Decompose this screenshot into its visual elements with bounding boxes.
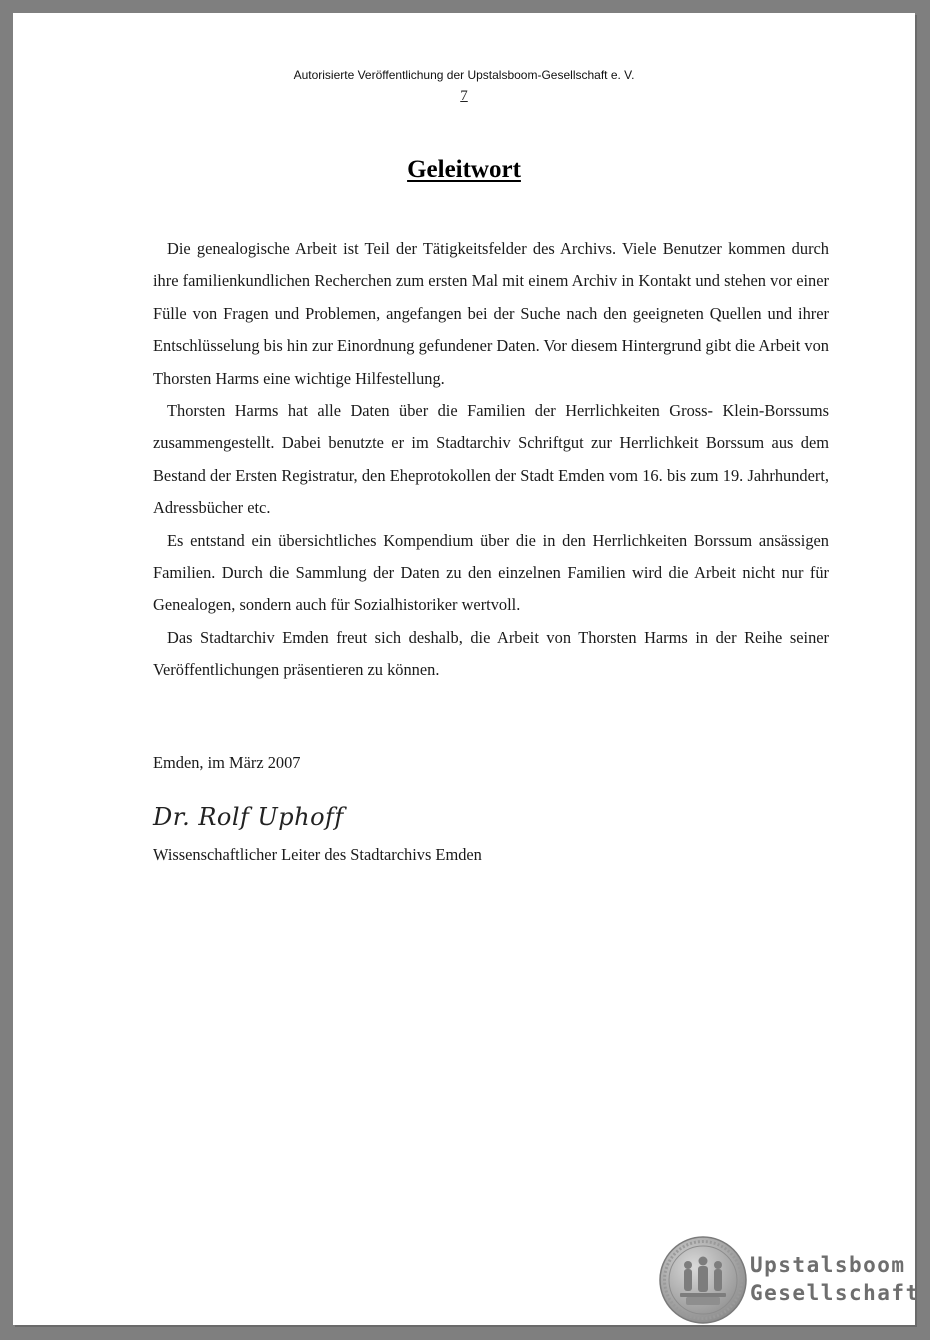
document-page xyxy=(13,13,920,1325)
signer-role: Wissenschaftlicher Leiter des Stadtarchivs Emden xyxy=(153,845,482,864)
publication-note: Autorisierte Veröffentlichung der Upstalsboom-Gesellschaft e. V. xyxy=(293,68,635,82)
society-watermark xyxy=(750,1251,920,1307)
society-name-line2: Gesellschaft xyxy=(750,1281,920,1305)
place-date: Emden, im März 2007 xyxy=(153,753,301,772)
society-seal-icon xyxy=(658,1235,748,1325)
page-number-value: 7 xyxy=(460,88,468,104)
page-title: Geleitwort xyxy=(407,156,521,183)
signature: Dr. Rolf Uphoff xyxy=(153,803,344,831)
paragraph-4: Das Stadtarchiv Emden freut sich deshalb, die Arbeit von Thorsten Harms in der Reihe seiner Veröffentlichungen präsentieren zu können. xyxy=(153,627,829,680)
paragraph-1: Die genealogische Arbeit ist Teil der Tätigkeitsfelder des Archivs. Viele Benutzer kommen durch ihre familienkundlichen Recherchen zum ersten Mal mit einem Archiv in Kontakt und stehen vor einer Fülle von Fragen und Problemen, angefangen bei der Suche nach den geeigneten Quellen und ihrer Entschlüsselung bis hin zur Einordnung gefundener Daten. Vor diesem Hintergrund gibt die Arbeit von Thorsten Harms eine wichtige Hilfestellung. xyxy=(153,239,829,388)
paragraph-2: Thorsten Harms hat alle Daten über die Familien der Herrlichkeiten Gross- Klein-Borssums zusammengestellt. Dabei benutzte er im Stadtarchiv Schriftgut zur Herrlichkeit Borssum aus dem Bestand der Ersten Registratur, den Eheprotokollen der Stadt Emden vom 16. bis zum 19. Jahrhundert, Adressbücher etc. xyxy=(153,401,829,518)
society-name-line1: Upstalsboom xyxy=(750,1253,906,1277)
page-number xyxy=(13,88,915,105)
foreword-body xyxy=(153,233,829,687)
paragraph-3: Es entstand ein übersichtliches Kompendium über die in den Herrlichkeiten Borssum ansässigen Familien. Durch die Sammlung der Daten zu den einzelnen Familien wird die Arbeit nicht nur für Genealogen, sondern auch für Sozialhistoriker wertvoll. xyxy=(153,530,829,615)
